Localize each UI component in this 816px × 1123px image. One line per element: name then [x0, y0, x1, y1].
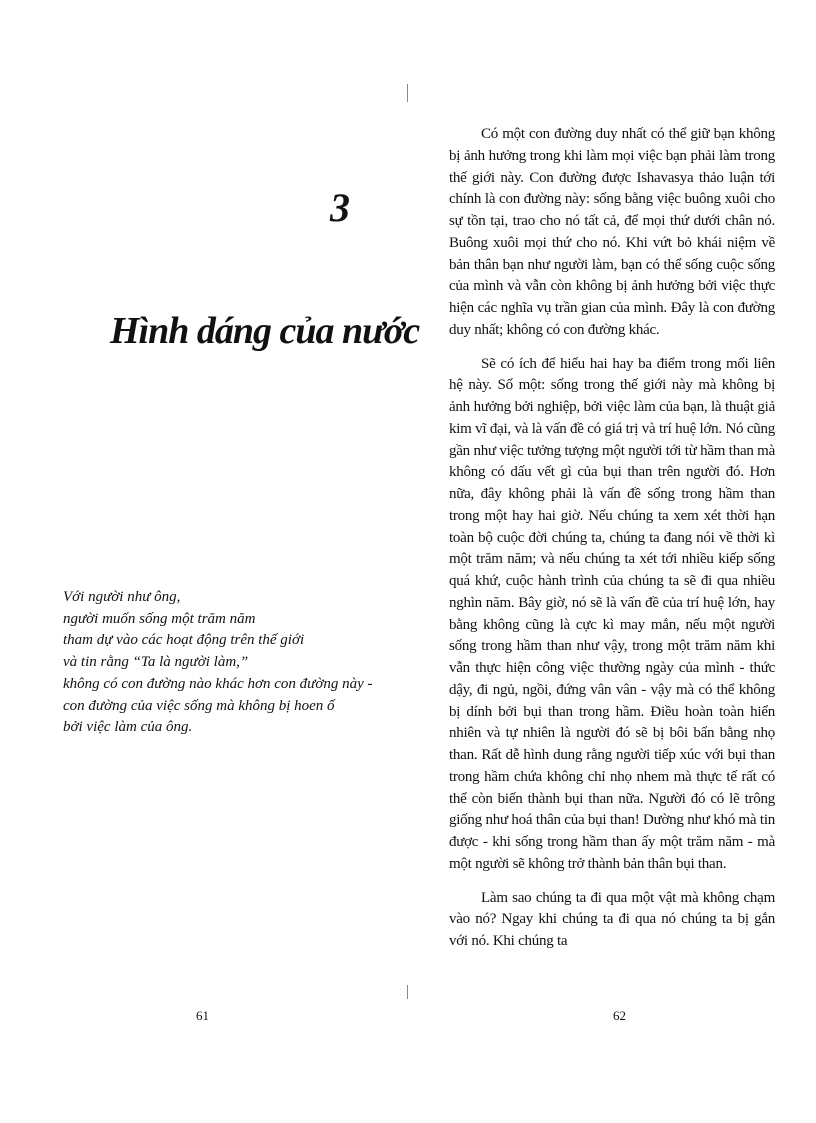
page-number-left: 61 — [196, 1008, 209, 1023]
gutter-mark-top — [407, 84, 408, 102]
epigraph-line: Với người như ông, — [63, 589, 181, 605]
epigraph-line: tham dự vào các hoạt động trên thế giới — [63, 632, 305, 649]
chapter-number: 3 — [330, 185, 350, 230]
epigraph-line: con đường của việc sống mà không bị hoen ố — [63, 697, 335, 714]
paragraph: Làm sao chúng ta đi qua một vật mà không chạm vào nó? Ngay khi chúng ta đi qua nó chúng ta bị gắn với nó. Khi chúng ta — [449, 889, 775, 949]
page-number-right: 62 — [613, 1008, 626, 1023]
epigraph-line: người muốn sống một trăm năm — [63, 610, 256, 627]
gutter-mark-bottom — [407, 985, 408, 999]
body-text — [449, 124, 775, 965]
paragraph: Sẽ có ích để hiểu hai hay ba điểm trong mối liên hệ này. Số một: sống trong thế giới này mà không bị ảnh hưởng bởi nghiệp, bởi việc làm của bạn, là thuật giả kim vĩ đại, và là vấn đề có giá trị và trí huệ lớn. Nó cũng gần như việc tưởng tượng một người tới từ hầm than mà không có dấu vết gì của bụi than trên người đó. Hơn nữa, đây không phải là vấn đề sống trong hầm than trong một hay hai giờ. Nếu chúng ta xem xét thời hạn toàn bộ cuộc đời chúng ta, chúng ta đang nói về thời kì một trăm năm; và nếu chúng ta xét tới nhiều kiếp sống quá khứ, cuộc hành trình của chúng ta sẽ đi qua nhiều nghìn năm. Bây giờ, nó sẽ là vấn đề của trí huệ lớn, hay bằng không cũng là cực kì may mắn, nếu một người sống trong hầm than như vậy, trong một trăm năm khi vẫn thực hiện công việc thường ngày của mình - thức dậy, đi ngủ, ngồi, đứng vân vân - vậy mà có thể không bị dính bởi bụi than trong hầm. Điều hoàn toàn hiển nhiên và tự nhiên là người đó sẽ bị bôi bẩn bằng nhọ than. Rất dễ hình dung rằng người tiếp xúc với bụi than trong hầm chứa không chỉ nhọ nhem mà thực tế rất có thể còn biến thành bụi than nữa. Người đó có lẽ trông giống như hoá thân của bụi than! Dường như khó mà tin được - khi sống trong hầm than ấy một trăm năm - mà một người sẽ không trở thành bản thân bụi than. — [449, 355, 775, 872]
epigraph-line: không có con đường nào khác hơn con đường này - — [63, 675, 373, 692]
chapter-title: Hình dáng của nước — [110, 310, 420, 352]
epigraph — [63, 587, 373, 739]
paragraph: Có một con đường duy nhất có thể giữ bạn không bị ảnh hưởng trong khi làm mọi việc bạn phải làm trong thế giới này. Con đường được Ishavasya thảo luận tới chính là con đường này: sống bằng việc buông xuôi cho sự tồn tại, trao cho nó tất cả, để mọi thứ dưới chân nó. Buông xuôi mọi thứ cho nó. Khi vứt bỏ khái niệm về bản thân bạn như người làm, bạn có thể sống cuộc sống của mình và vẫn còn không bị ảnh hưởng bởi việc thực hiện các nghĩa vụ trần gian của mình. Đây là con đường duy nhất; không có con đường khác. — [449, 126, 775, 338]
epigraph-line: và tin rằng “Ta là người làm,” — [63, 654, 249, 671]
epigraph-line: bởi việc làm của ông. — [63, 719, 193, 736]
